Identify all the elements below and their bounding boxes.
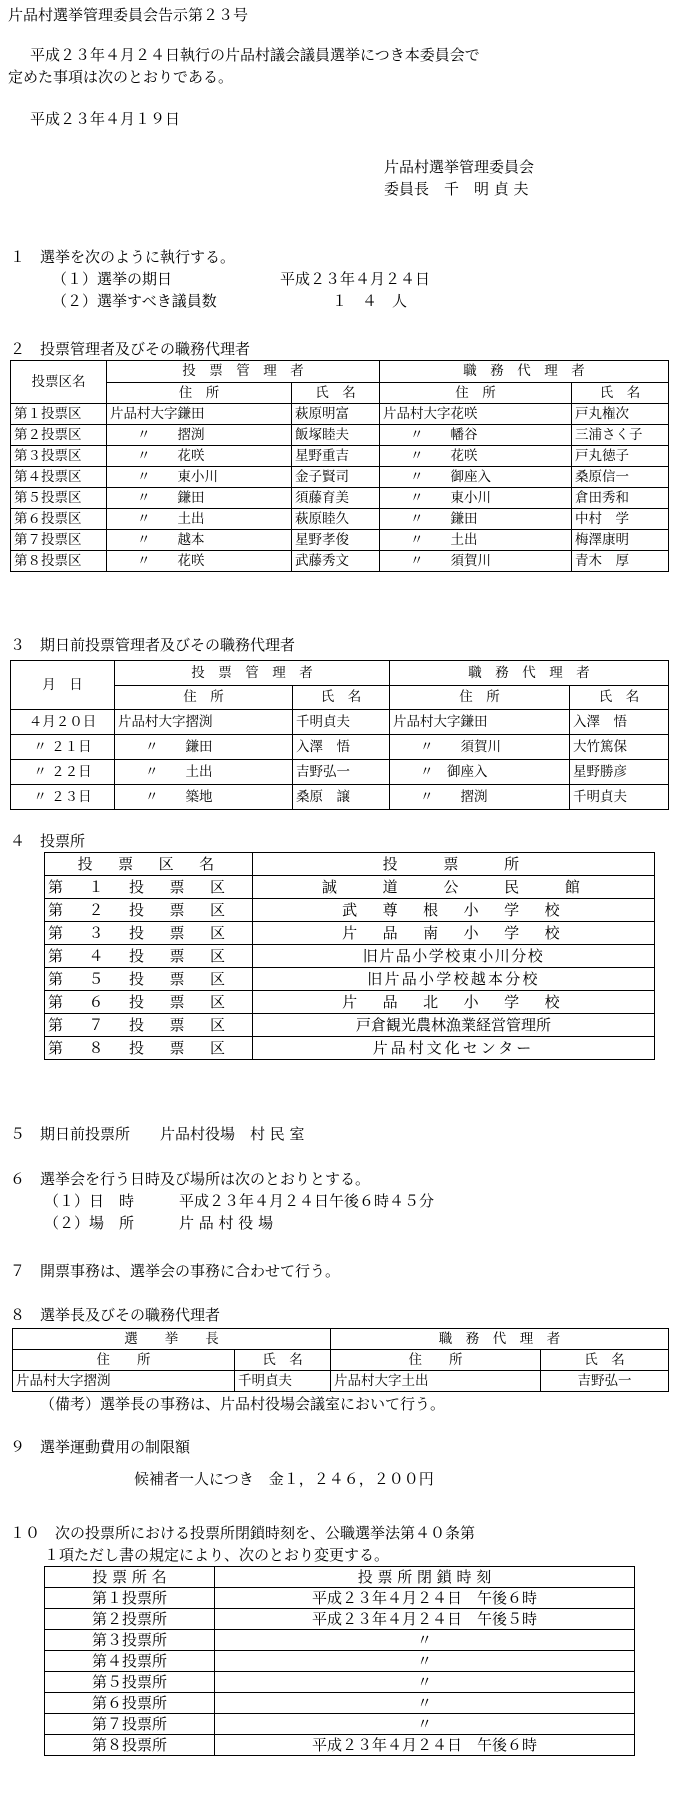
col-address: 住 所 <box>115 685 293 710</box>
table-row <box>11 467 669 488</box>
cell: 〃 東小川 <box>380 488 572 509</box>
col-place: 投 票 所 名 <box>45 1567 215 1588</box>
sec1-item2-label: （２）選挙すべき議員数 <box>52 292 217 310</box>
intro-line-1: 平成２３年４月２４日執行の片品村議会議員選挙につき本委員会で <box>30 46 480 64</box>
cell: 〃 <box>215 1714 635 1735</box>
cell: 〃 土出 <box>115 760 293 785</box>
issuer-org: 片品村選挙管理委員会 <box>384 158 535 176</box>
cell: 〃 ２２日 <box>11 760 115 785</box>
cell: 第 ７ 投 票 区 <box>45 1014 253 1037</box>
cell: 第４投票所 <box>45 1651 215 1672</box>
cell: 〃 花咲 <box>107 551 292 572</box>
cell: 〃 <box>215 1693 635 1714</box>
cell: 第６投票所 <box>45 1693 215 1714</box>
col-district: 投 票 区 名 <box>45 853 253 876</box>
col-address: 住 所 <box>390 685 570 710</box>
cell: 平成２３年４月２４日 午後６時 <box>215 1588 635 1609</box>
col-name: 氏 名 <box>292 382 380 404</box>
cell: 〃 築地 <box>115 785 293 810</box>
sec6-item1: （１）日 時 平成２３年４月２４日午後６時４５分 <box>44 1192 435 1210</box>
table-row <box>45 1735 635 1756</box>
cell: 第７投票区 <box>11 530 107 551</box>
cell: 第 ８ 投 票 区 <box>45 1037 253 1060</box>
cell: 片 品 北 小 学 校 <box>253 991 655 1014</box>
table-row <box>11 509 669 530</box>
table-row <box>45 1672 635 1693</box>
cell: 戸倉観光農林漁業経営管理所 <box>253 1014 655 1037</box>
table-row <box>11 735 669 760</box>
table-row <box>45 1014 655 1037</box>
cell: 〃 鎌田 <box>380 509 572 530</box>
sec3-heading: ３ 期日前投票管理者及びその職務代理者 <box>10 636 296 654</box>
cell: 第 ４ 投 票 区 <box>45 945 253 968</box>
cell: 〃 鎌田 <box>107 488 292 509</box>
table-row <box>45 1588 635 1609</box>
table-row <box>45 991 655 1014</box>
cell: 〃 須賀川 <box>380 551 572 572</box>
sec10-table <box>44 1566 635 1756</box>
cell: 萩原明富 <box>292 404 380 425</box>
cell: 第８投票区 <box>11 551 107 572</box>
sec9-heading: ９ 選挙運動費用の制限額 <box>10 1438 191 1456</box>
cell: 〃 花咲 <box>380 446 572 467</box>
table-row <box>45 899 655 922</box>
group-manager: 投 票 管 理 者 <box>115 661 390 686</box>
table-row <box>11 488 669 509</box>
col-name: 氏 名 <box>541 1350 669 1371</box>
cell: 戸丸徳子 <box>572 446 669 467</box>
col-district: 投票区名 <box>11 361 107 404</box>
intro-line-2: 定めた事項は次のとおりである。 <box>8 68 234 86</box>
table-row <box>13 1371 669 1392</box>
cell: 桑原 譲 <box>293 785 390 810</box>
cell: 旧片品小学校東小川分校 <box>253 945 655 968</box>
cell: 〃 土出 <box>380 530 572 551</box>
cell: 吉野弘一 <box>293 760 390 785</box>
cell: 〃 御座入 <box>380 467 572 488</box>
sec8-heading: ８ 選挙長及びその職務代理者 <box>10 1306 221 1324</box>
sec1-heading: １ 選挙を次のように執行する。 <box>10 248 236 266</box>
cell: 第８投票所 <box>45 1735 215 1756</box>
table-row <box>11 446 669 467</box>
col-name: 氏 名 <box>293 685 390 710</box>
cell: 〃 <box>215 1630 635 1651</box>
cell: 第 ３ 投 票 区 <box>45 922 253 945</box>
sec3-table <box>10 660 669 810</box>
cell: 千明貞夫 <box>235 1371 331 1392</box>
cell: 萩原睦久 <box>292 509 380 530</box>
cell: 〃 花咲 <box>107 446 292 467</box>
cell: 倉田秀和 <box>572 488 669 509</box>
sec2-table <box>10 360 669 572</box>
cell: 第４投票区 <box>11 467 107 488</box>
cell: 〃 御座入 <box>390 760 570 785</box>
cell: 〃 土出 <box>107 509 292 530</box>
sec1-item2-value: １ ４ 人 <box>332 292 408 310</box>
col-address: 住 所 <box>13 1350 235 1371</box>
cell: 第３投票区 <box>11 446 107 467</box>
cell: 第 ６ 投 票 区 <box>45 991 253 1014</box>
cell: 平成２３年４月２４日 午後５時 <box>215 1609 635 1630</box>
sec7-text: ７ 開票事務は、選挙会の事務に合わせて行う。 <box>10 1262 341 1280</box>
cell: 第１投票所 <box>45 1588 215 1609</box>
col-name: 氏 名 <box>570 685 669 710</box>
col-date: 月 日 <box>11 661 115 710</box>
cell: 第 ５ 投 票 区 <box>45 968 253 991</box>
cell: 青木 厚 <box>572 551 669 572</box>
cell: 第７投票所 <box>45 1714 215 1735</box>
cell: 星野重吉 <box>292 446 380 467</box>
cell: 〃 <box>215 1651 635 1672</box>
sec5-text: ５ 期日前投票所 片品村役場 村 民 室 <box>10 1125 305 1143</box>
table-row <box>11 530 669 551</box>
group-deputy: 職 務 代 理 者 <box>331 1329 669 1350</box>
cell: 片品村大字鎌田 <box>390 710 570 735</box>
cell: 千明貞夫 <box>570 785 669 810</box>
sec6-heading: ６ 選挙会を行う日時及び場所は次のとおりとする。 <box>10 1170 371 1188</box>
cell: 〃 須賀川 <box>390 735 570 760</box>
cell: 第２投票区 <box>11 425 107 446</box>
cell: 〃 越本 <box>107 530 292 551</box>
cell: 〃 鎌田 <box>115 735 293 760</box>
cell: 入澤 悟 <box>293 735 390 760</box>
cell: 〃 摺渕 <box>107 425 292 446</box>
col-time: 投 票 所 閉 鎖 時 刻 <box>215 1567 635 1588</box>
cell: 〃 ２１日 <box>11 735 115 760</box>
col-address: 住 所 <box>331 1350 541 1371</box>
cell: 須藤育美 <box>292 488 380 509</box>
cell: 片品村大字鎌田 <box>107 404 292 425</box>
table-row <box>11 425 669 446</box>
table-row <box>45 922 655 945</box>
cell: 第１投票区 <box>11 404 107 425</box>
cell: 〃 <box>215 1672 635 1693</box>
table-row <box>11 710 669 735</box>
cell: 桑原信一 <box>572 467 669 488</box>
sec8-table <box>12 1328 669 1392</box>
table-row <box>45 1630 635 1651</box>
cell: 〃 ２３日 <box>11 785 115 810</box>
cell: 千明貞夫 <box>293 710 390 735</box>
cell: 吉野弘一 <box>541 1371 669 1392</box>
sec4-table <box>44 852 655 1060</box>
col-name: 氏 名 <box>572 382 669 404</box>
cell: 旧片品小学校越本分校 <box>253 968 655 991</box>
group-manager: 投 票 管 理 者 <box>107 361 380 383</box>
cell: 星野孝俊 <box>292 530 380 551</box>
cell: 片品村大字摺渕 <box>115 710 293 735</box>
cell: 三浦さく子 <box>572 425 669 446</box>
sec1-item1-value: 平成２３年４月２４日 <box>280 270 431 288</box>
cell: 第５投票所 <box>45 1672 215 1693</box>
table-row <box>11 760 669 785</box>
group-chief: 選 挙 長 <box>13 1329 331 1350</box>
table-row <box>45 876 655 899</box>
sec8-note: （備考）選挙長の事務は、片品村役場会議室において行う。 <box>40 1395 446 1413</box>
cell: 〃 幡谷 <box>380 425 572 446</box>
cell: 〃 東小川 <box>107 467 292 488</box>
cell: 第３投票所 <box>45 1630 215 1651</box>
col-name: 氏 名 <box>235 1350 331 1371</box>
notice-date: 平成２３年４月１９日 <box>30 110 181 128</box>
cell: 第２投票所 <box>45 1609 215 1630</box>
sec1-item1-label: （１）選挙の期日 <box>52 270 173 288</box>
cell: 誠 道 公 民 館 <box>253 876 655 899</box>
issuer-name: 委員長 千 明 貞 夫 <box>384 180 529 198</box>
cell: 大竹篤保 <box>570 735 669 760</box>
table-row <box>45 1609 635 1630</box>
table-row <box>11 404 669 425</box>
col-place: 投 票 所 <box>253 853 655 876</box>
sec10-heading-line2: １項ただし書の規定により、次のとおり変更する。 <box>44 1546 390 1564</box>
cell: 片品村大字土出 <box>331 1371 541 1392</box>
sec2-heading: ２ 投票管理者及びその職務代理者 <box>10 340 251 358</box>
table-row <box>45 1037 655 1060</box>
sec10-heading-line1: １０ 次の投票所における投票所閉鎖時刻を、公職選挙法第４０条第 <box>10 1524 476 1542</box>
cell: 片品村大字花咲 <box>380 404 572 425</box>
cell: 武藤秀文 <box>292 551 380 572</box>
cell: 第 １ 投 票 区 <box>45 876 253 899</box>
cell: 中村 学 <box>572 509 669 530</box>
cell: 第５投票区 <box>11 488 107 509</box>
cell: 戸丸権次 <box>572 404 669 425</box>
sec6-item2: （２）場 所 片 品 村 役 場 <box>44 1214 274 1232</box>
cell: 〃 摺渕 <box>390 785 570 810</box>
cell: 平成２３年４月２４日 午後６時 <box>215 1735 635 1756</box>
table-row <box>45 1693 635 1714</box>
cell: 第 ２ 投 票 区 <box>45 899 253 922</box>
col-address: 住 所 <box>107 382 292 404</box>
cell: 片品村大字摺渕 <box>13 1371 235 1392</box>
table-row <box>11 785 669 810</box>
col-address: 住 所 <box>380 382 572 404</box>
cell: 片品村文化センター <box>253 1037 655 1060</box>
group-deputy: 職 務 代 理 者 <box>380 361 669 383</box>
sec9-amount: 候補者一人につき 金１，２４６，２００円 <box>134 1470 434 1488</box>
table-row <box>45 1714 635 1735</box>
cell: 第６投票区 <box>11 509 107 530</box>
cell: 武 尊 根 小 学 校 <box>253 899 655 922</box>
cell: 飯塚睦夫 <box>292 425 380 446</box>
table-row <box>45 968 655 991</box>
cell: 星野勝彦 <box>570 760 669 785</box>
table-row <box>11 551 669 572</box>
table-row <box>45 1651 635 1672</box>
cell: 梅澤康明 <box>572 530 669 551</box>
cell: 入澤 悟 <box>570 710 669 735</box>
cell: 金子賢司 <box>292 467 380 488</box>
table-row <box>45 945 655 968</box>
sec4-heading: ４ 投票所 <box>10 832 86 850</box>
cell: ４月２０日 <box>11 710 115 735</box>
cell: 片 品 南 小 学 校 <box>253 922 655 945</box>
notice-title: 片品村選挙管理委員会告示第２３号 <box>8 6 249 24</box>
group-deputy: 職 務 代 理 者 <box>390 661 669 686</box>
